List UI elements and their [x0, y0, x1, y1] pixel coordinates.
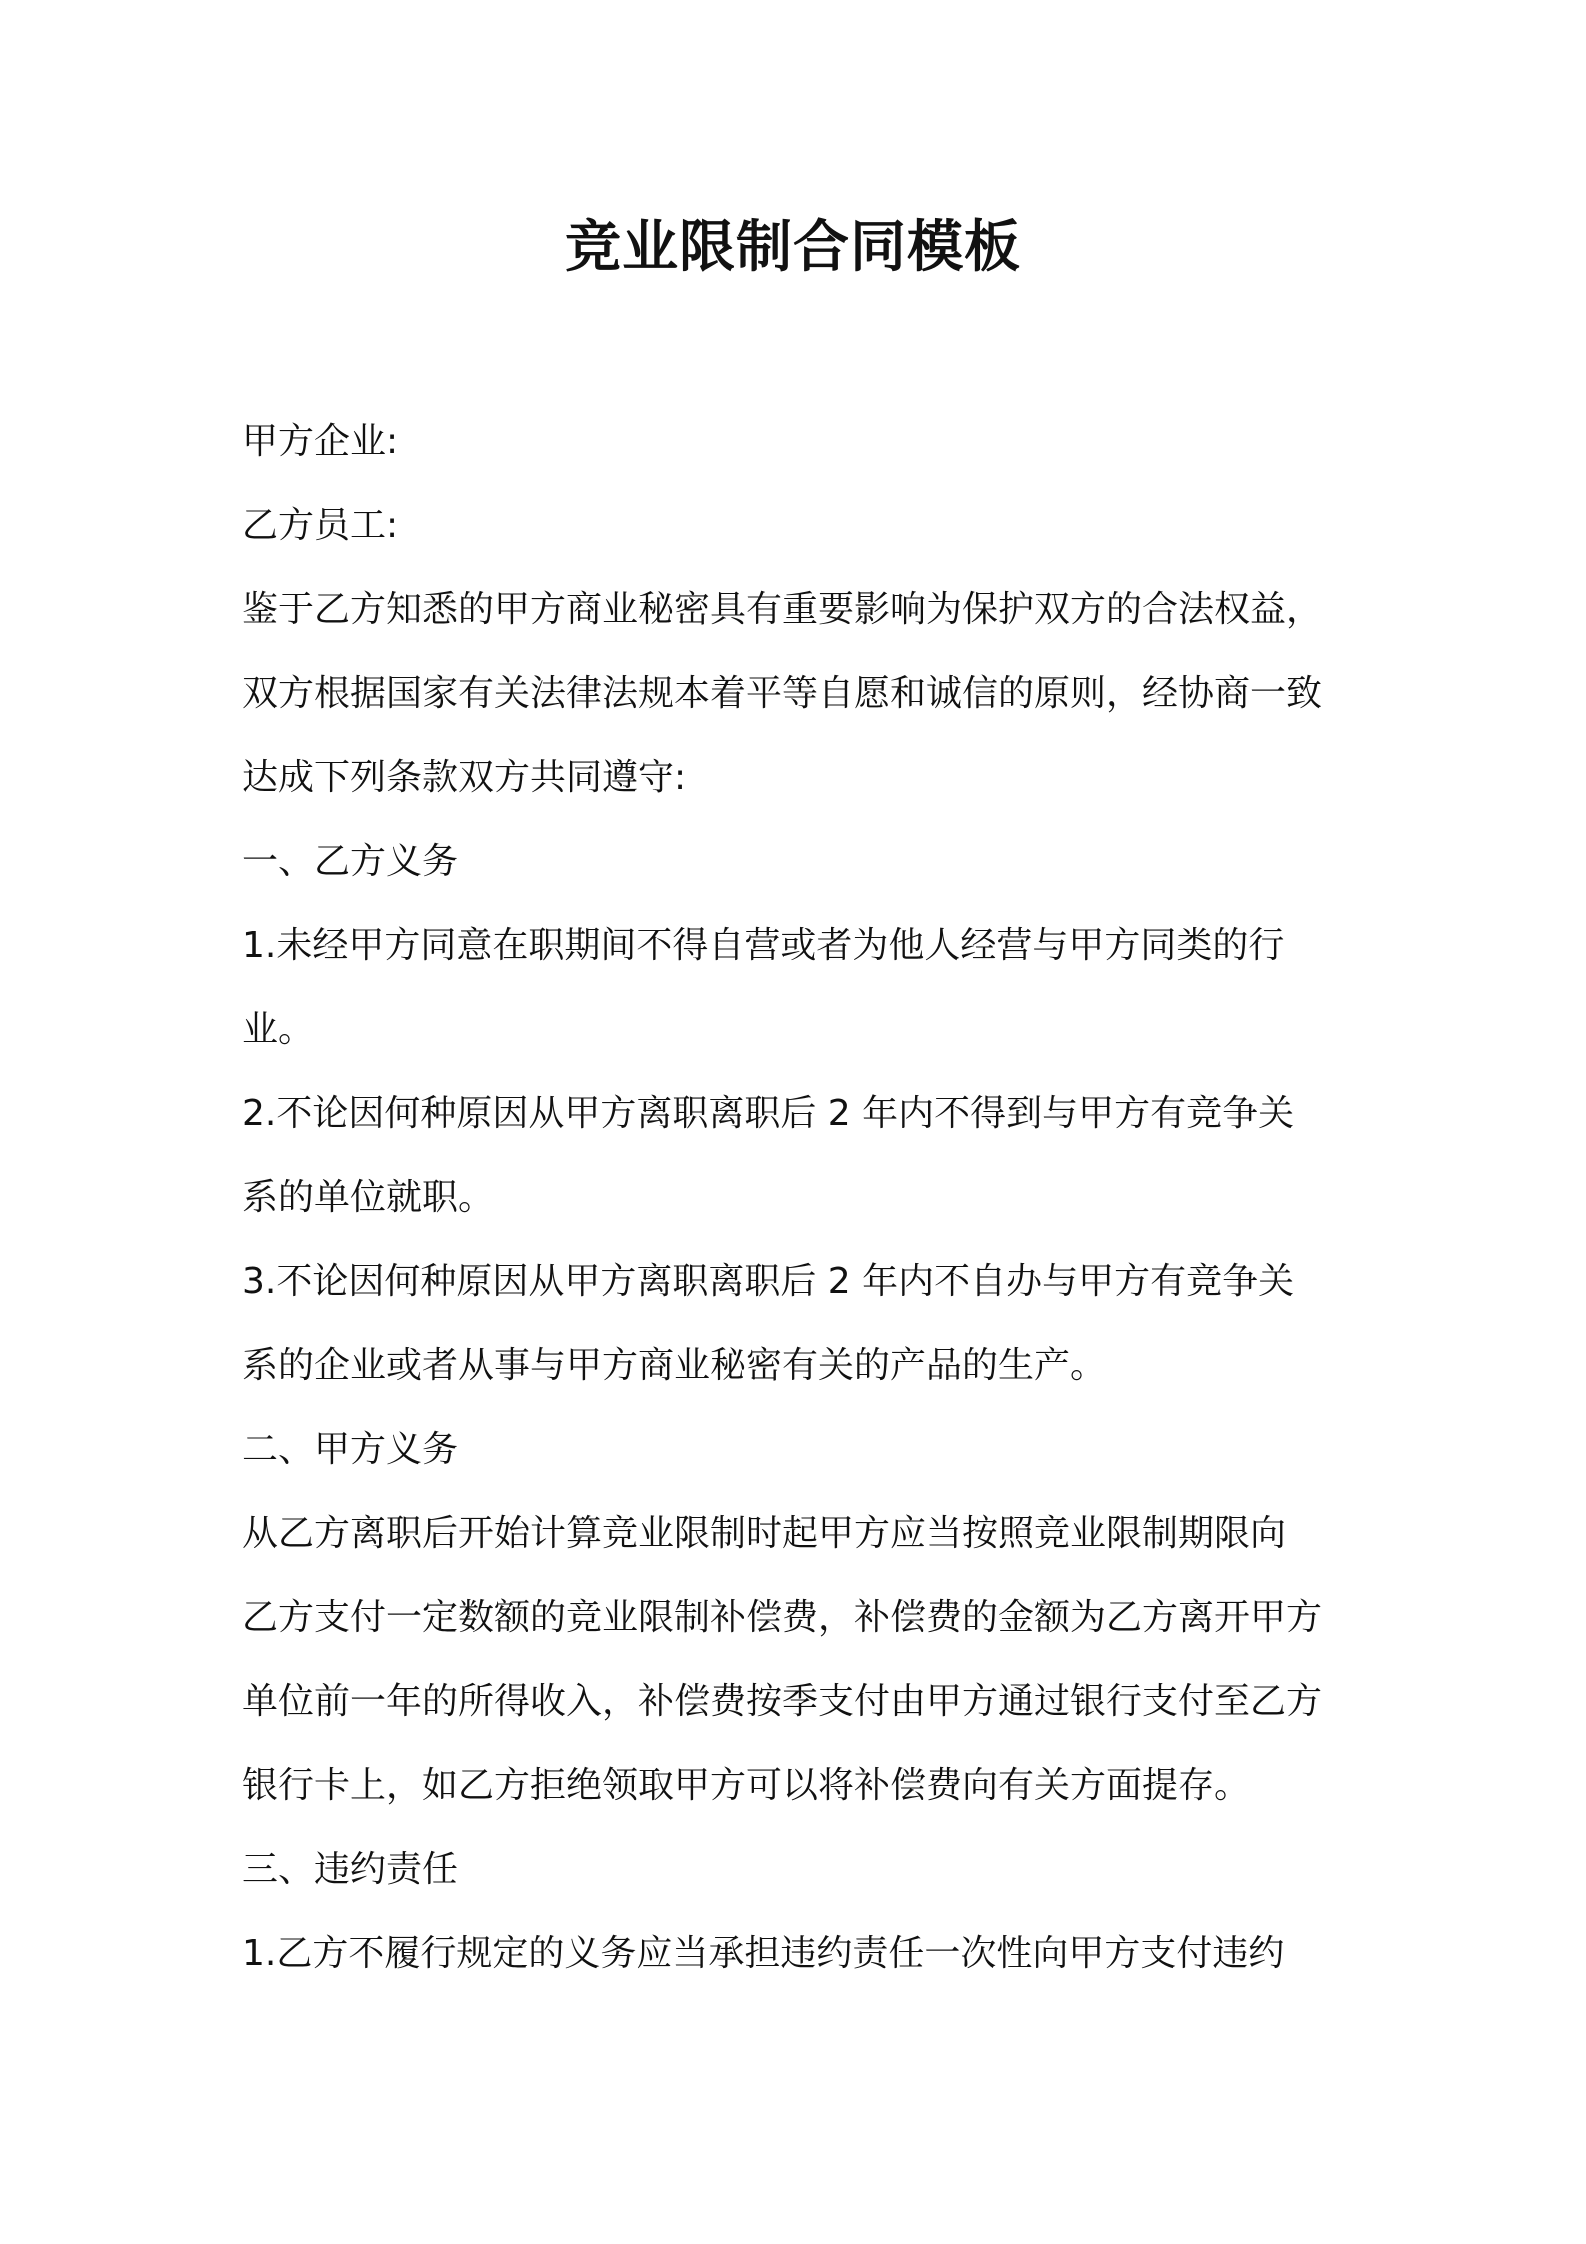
clause-line: 1.未经甲方同意在职期间不得自营或者为他人经营与甲方同类的行: [242, 925, 1285, 966]
clause-line: 乙方支付一定数额的竞业限制补偿费，补偿费的金额为乙方离开甲方: [242, 1597, 1323, 1638]
clause-line: 3.不论因何种原因从甲方离职离职后 2 年内不自办与甲方有竞争关: [242, 1261, 1295, 1302]
clause-line: 从乙方离职后开始计算竞业限制时起甲方应当按照竞业限制期限向: [242, 1513, 1287, 1554]
section-heading: 一、乙方义务: [242, 841, 459, 882]
section-heading: 三、违约责任: [242, 1849, 459, 1890]
clause-line: 业。: [242, 1009, 315, 1050]
clause-line: 银行卡上，如乙方拒绝领取甲方可以将补偿费向有关方面提存。: [242, 1765, 1251, 1806]
section-heading: 二、甲方义务: [242, 1429, 459, 1470]
preamble-line: 鉴于乙方知悉的甲方商业秘密具有重要影响为保护双方的合法权益，: [242, 589, 1323, 630]
preamble-line: 达成下列条款双方共同遵守:: [242, 757, 687, 798]
preamble-line: 双方根据国家有关法律法规本着平等自愿和诚信的原则，经协商一致: [242, 673, 1323, 714]
clause-line: 单位前一年的所得收入，补偿费按季支付由甲方通过银行支付至乙方: [242, 1681, 1323, 1722]
clause-line: 系的企业或者从事与甲方商业秘密有关的产品的生产。: [242, 1345, 1107, 1386]
party-a-line: 甲方企业:: [242, 421, 399, 462]
document-body: [242, 400, 1362, 1996]
party-b-line: 乙方员工:: [242, 505, 399, 546]
document-title: 竞业限制合同模板: [565, 215, 1021, 280]
clause-line: 1.乙方不履行规定的义务应当承担违约责任一次性向甲方支付违约: [242, 1933, 1285, 1974]
clause-line: 2.不论因何种原因从甲方离职离职后 2 年内不得到与甲方有竞争关: [242, 1093, 1295, 1134]
clause-line: 系的单位就职。: [242, 1177, 495, 1218]
